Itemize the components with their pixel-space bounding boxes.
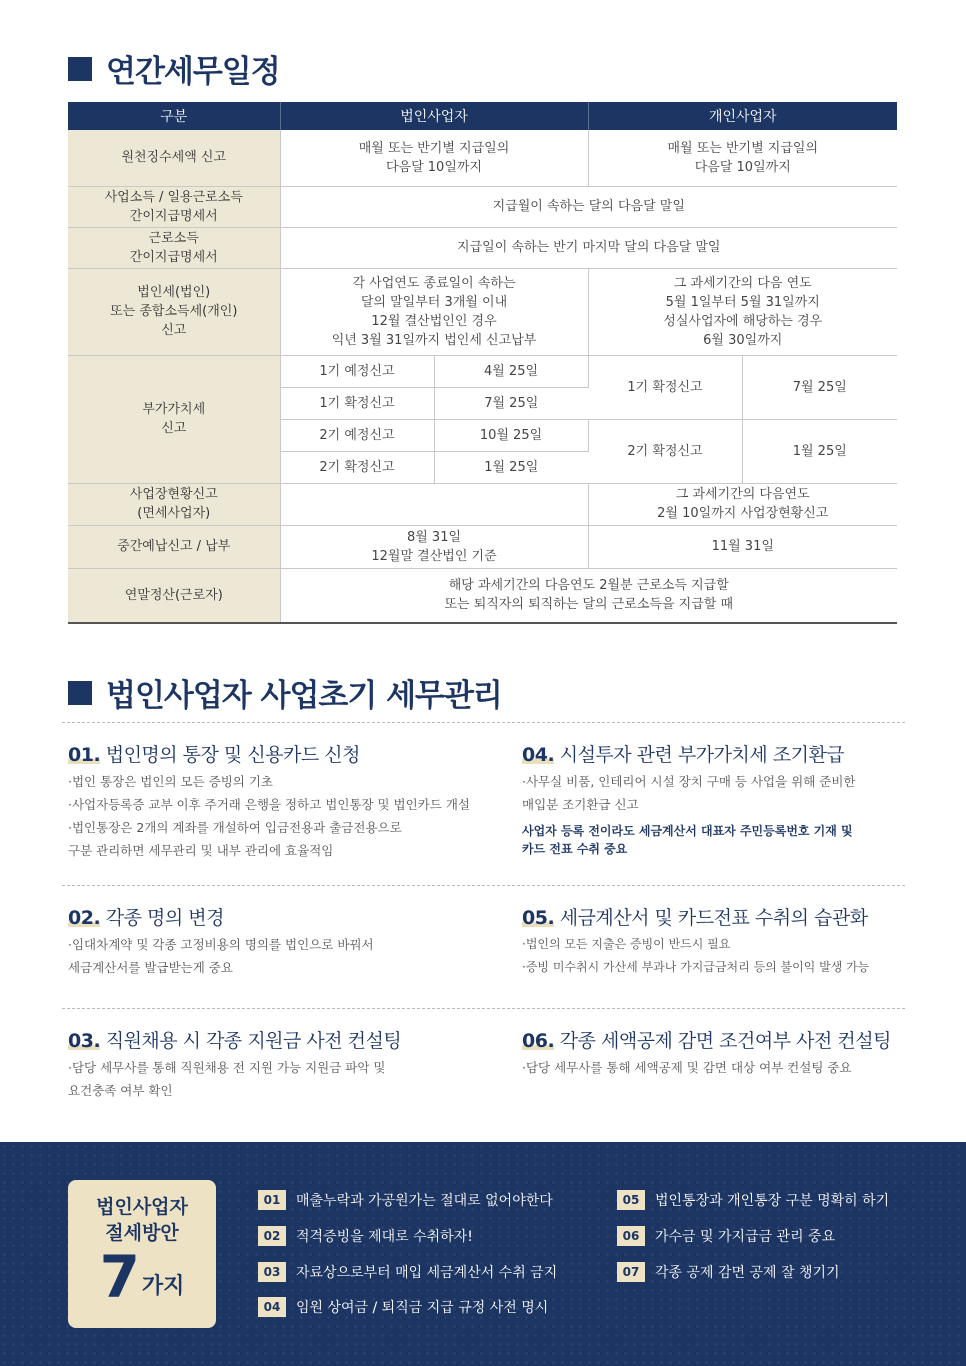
header-corporate: 법인사업자 xyxy=(280,102,588,130)
tip-number: 03 xyxy=(258,1262,286,1282)
badge-line2: 절세방안 xyxy=(105,1222,179,1244)
tip-text: 가수금 및 가지급금 관리 중요 xyxy=(655,1229,836,1245)
footer-tip xyxy=(258,1226,473,1246)
header-individual: 개인사업자 xyxy=(588,102,897,130)
row-label: 연말정산(근로자) xyxy=(68,568,280,623)
tip-text: 매출누락과 가공원가는 절대로 없어야한다 xyxy=(296,1193,553,1209)
divider xyxy=(62,885,905,886)
table-row xyxy=(68,268,897,355)
footer-tip xyxy=(258,1190,553,1210)
item-body: ·담당 세무사를 통해 직원채용 전 지원 가능 지원금 파악 및 요건충족 여부 확인 xyxy=(68,1060,386,1098)
tip-number: 07 xyxy=(617,1262,645,1282)
cell-corporate: 각 사업연도 종료일이 속하는 달의 말일부터 3개월 이내 12월 결산법인인 경우 익년 3월 31일까지 법인세 신고납부 xyxy=(280,268,588,355)
divider xyxy=(62,722,905,723)
row-label: 중간예납신고 / 납부 xyxy=(68,525,280,568)
tip-number: 04 xyxy=(258,1297,286,1317)
footer-tip xyxy=(617,1190,889,1210)
row-label: 근로소득 간이지급명세서 xyxy=(68,227,280,268)
table-row xyxy=(68,568,897,623)
table-row xyxy=(68,130,897,186)
item-body: ·법인 통장은 법인의 모든 증빙의 기초 ·사업자등록증 교부 이후 주거래 은행을 정하고 법인통장 및 법인카드 개설 ·법인통장은 2개의 계좌를 개설하여 입금전용과 출금전용으로 구분 관리하면 세무관리 및 내부 관리에 효율적임 xyxy=(68,774,470,858)
tip-number: 01 xyxy=(258,1190,286,1210)
divider xyxy=(62,1008,905,1009)
item-heading: 02. 각종 명의 변경 xyxy=(68,907,224,929)
vat-corp-date: 10월 25일 xyxy=(434,419,588,451)
vat-corp-date: 1월 25일 xyxy=(434,451,588,483)
vat-indiv-name: 1기 확정신고 xyxy=(588,355,742,419)
item-heading: 01. 법인명의 통장 및 신용카드 신청 xyxy=(68,744,360,766)
badge-number: 7 xyxy=(99,1243,140,1311)
square-bullet-icon xyxy=(68,681,92,705)
vat-corp-name: 2기 예정신고 xyxy=(280,419,434,451)
section-title-initial-management: 법인사업자 사업초기 세무관리 xyxy=(68,670,502,715)
row-label-vat: 부가가치세 신고 xyxy=(68,355,280,483)
footer-tip xyxy=(617,1226,835,1246)
cell-individual: 매월 또는 반기별 지급일의 다음달 10일까지 xyxy=(588,130,897,186)
tip-item-05 xyxy=(522,903,922,979)
tip-item-06 xyxy=(522,1026,942,1079)
vat-indiv-date: 7월 25일 xyxy=(742,355,897,419)
vat-corp-name: 2기 확정신고 xyxy=(280,451,434,483)
footer-tip xyxy=(258,1262,557,1282)
item-heading: 06. 각종 세액공제 감면 조건여부 사전 컨설팅 xyxy=(522,1030,891,1052)
table-row xyxy=(68,355,897,387)
row-label: 사업소득 / 일용근로소득 간이지급명세서 xyxy=(68,186,280,227)
vat-corp-name: 1기 예정신고 xyxy=(280,355,434,387)
cell-corporate xyxy=(280,483,588,525)
tip-item-03 xyxy=(68,1026,488,1102)
table-header-row xyxy=(68,102,897,130)
section-title-schedule: 연간세무일정 xyxy=(68,46,280,91)
item-body: ·법인의 모든 지출은 증빙이 반드시 필요 ·증빙 미수취시 가산세 부과나 가지급금처리 등의 불이익 발생 가능 xyxy=(522,937,870,974)
vat-indiv-name: 2기 확정신고 xyxy=(588,419,742,483)
vat-indiv-date: 1월 25일 xyxy=(742,419,897,483)
row-label: 법인세(법인) 또는 종합소득세(개인) 신고 xyxy=(68,268,280,355)
vat-corp-name: 1기 확정신고 xyxy=(280,387,434,419)
badge-line1: 법인사업자 xyxy=(96,1196,188,1218)
cell-both: 지급월이 속하는 달의 다음달 말일 xyxy=(280,186,897,227)
table-row xyxy=(68,483,897,525)
tip-text: 자료상으로부터 매입 세금계산서 수취 금지 xyxy=(296,1265,558,1281)
square-bullet-icon xyxy=(68,57,92,81)
table-row xyxy=(68,525,897,568)
tip-item-04 xyxy=(522,740,942,858)
item-heading: 03. 직원채용 시 각종 지원금 사전 컨설팅 xyxy=(68,1030,402,1052)
item-heading: 04. 시설투자 관련 부가가치세 조기환급 xyxy=(522,744,845,766)
table-row xyxy=(68,186,897,227)
cell-corporate: 매월 또는 반기별 지급일의 다음달 10일까지 xyxy=(280,130,588,186)
tip-item-01 xyxy=(68,740,488,862)
badge-count xyxy=(68,1243,216,1311)
cell-individual: 그 과세기간의 다음연도 2월 10일까지 사업장현황신고 xyxy=(588,483,897,525)
item-body: ·담당 세무사를 통해 세액공제 및 감면 대상 여부 컨설팅 중요 xyxy=(522,1060,852,1075)
tip-number: 06 xyxy=(617,1226,645,1246)
cell-corporate: 8월 31일 12월말 결산법인 기준 xyxy=(280,525,588,568)
item-heading: 05. 세금계산서 및 카드전표 수취의 습관화 xyxy=(522,907,868,929)
tip-item-02 xyxy=(68,903,488,979)
tax-saving-badge xyxy=(68,1180,216,1328)
cell-individual: 11월 31일 xyxy=(588,525,897,568)
tip-text: 법인통장과 개인통장 구분 명확히 하기 xyxy=(655,1193,890,1209)
badge-unit: 가지 xyxy=(141,1274,185,1299)
vat-corp-date: 7월 25일 xyxy=(434,387,588,419)
tip-number: 02 xyxy=(258,1226,286,1246)
header-category: 구분 xyxy=(68,102,280,130)
item-note: 사업자 등록 전이라도 세금계산서 대표자 주민등록번호 기재 및 카드 전표 수취 중요 xyxy=(522,824,853,856)
item-body: ·사무실 비품, 인테리어 시설 장치 구매 등 사업을 위해 준비한 매입분 조기환급 신고 xyxy=(522,774,856,812)
item-body: ·임대차계약 및 각종 고정비용의 명의를 법인으로 바꿔서 세금계산서를 발급받는게 중요 xyxy=(68,937,374,975)
cell-both: 지급일이 속하는 반기 마지막 달의 다음달 말일 xyxy=(280,227,897,268)
vat-corp-date: 4월 25일 xyxy=(434,355,588,387)
tip-number: 05 xyxy=(617,1190,645,1210)
tip-text: 각종 공제 감면 공제 잘 챙기기 xyxy=(655,1265,840,1281)
cell-individual: 그 과세기간의 다음 연도 5월 1일부터 5월 31일까지 성실사업자에 해당하는 경우 6월 30일까지 xyxy=(588,268,897,355)
table-row xyxy=(68,227,897,268)
tax-schedule-table xyxy=(68,102,897,624)
row-label: 원천징수세액 신고 xyxy=(68,130,280,186)
tip-text: 적격증빙을 제대로 수취하자! xyxy=(296,1229,473,1245)
tip-text: 임원 상여금 / 퇴직금 지급 규정 사전 명시 xyxy=(296,1300,549,1316)
cell-both: 해당 과세기간의 다음연도 2월분 근로소득 지급할 또는 퇴직자의 퇴직하는 달의 근로소득을 지급할 때 xyxy=(280,568,897,623)
footer-tip xyxy=(258,1297,548,1317)
row-label: 사업장현황신고 (면세사업자) xyxy=(68,483,280,525)
footer-tip xyxy=(617,1262,840,1282)
